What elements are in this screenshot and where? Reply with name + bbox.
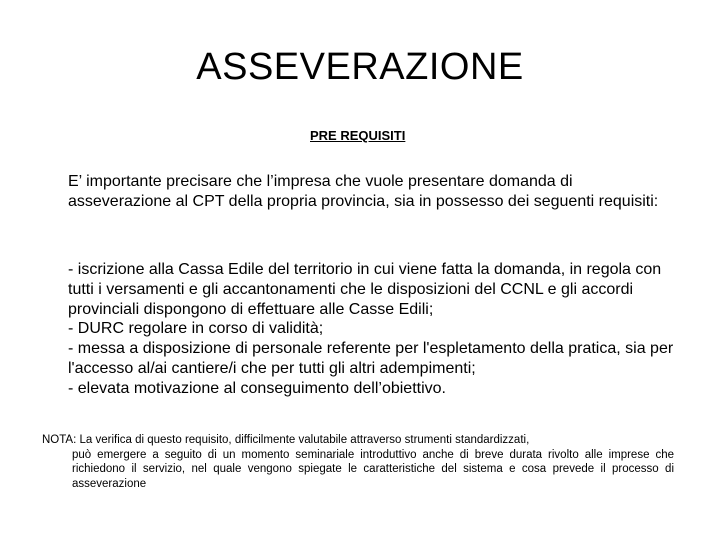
requirement-item: - elevata motivazione al conseguimento dell’obiettivo.	[68, 379, 446, 397]
note-body: può emergere a seguito di un momento seminariale introduttivo anche di breve durata rivolto alle imprese che richiedono il servizio, nel quale vengono spiegate le caratteristiche del sistema e cosa prevede il processo di asseverazione	[72, 448, 674, 490]
intro-paragraph: E’ importante precisare che l’impresa che vuole presentare domanda di asseverazione al CPT della propria provincia, sia in possesso dei seguenti requisiti:	[68, 173, 659, 210]
note-block	[42, 433, 674, 491]
section-subtitle: PRE REQUISITI	[310, 128, 406, 143]
requirement-item: - DURC regolare in corso di validità;	[68, 320, 324, 338]
note-label: NOTA:	[42, 434, 80, 446]
slide-title: ASSEVERAZIONE	[196, 46, 524, 88]
requirements-list	[68, 260, 683, 399]
requirement-item: - messa a disposizione di personale referente per l'espletamento della pratica, sia per l'accesso al/ai cantiere/i che per tutti gli altri adempimenti;	[68, 340, 674, 377]
note-first-line: La verifica di questo requisito, difficilmente valutabile attraverso strumenti standardizzati,	[79, 434, 530, 446]
requirement-item: - iscrizione alla Cassa Edile del territorio in cui viene fatta la domanda, in regola con tutti i versamenti e gli accantonamenti che le disposizioni del CCNL e gli accordi provinciali dispongono di effettuare alle Casse Edili;	[68, 261, 662, 318]
